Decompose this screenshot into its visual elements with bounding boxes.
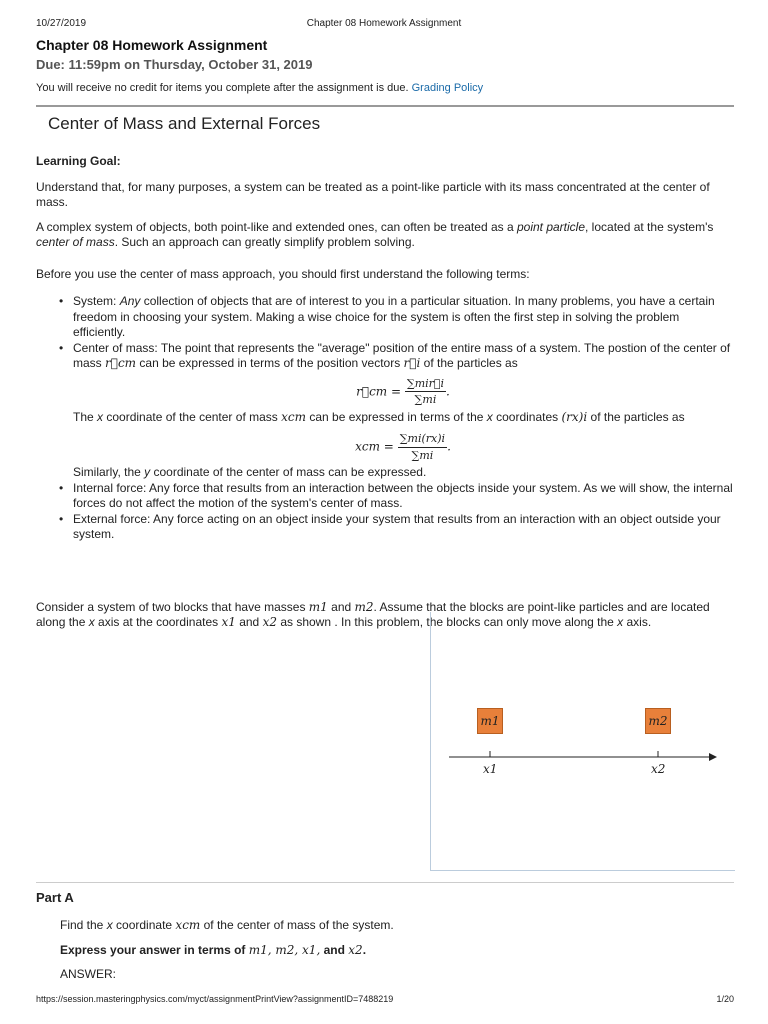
- page-number: 1/20: [716, 994, 734, 1004]
- part-a-instructions: Express your answer in terms of m1, m2, x1, and x2.: [60, 943, 367, 957]
- x-axis: [431, 612, 731, 812]
- term-external-force: • External force: Any force acting on an object inside your system that results from an interaction with an object outside your system.: [73, 512, 733, 543]
- formula-rcm: r⃗cm = $\frac{\text{∑mir⃗i}}{\sum mi}$ .: [356, 376, 450, 406]
- figure-panel: [430, 612, 735, 871]
- part-divider: [36, 882, 734, 883]
- terms-list: [36, 294, 733, 543]
- formula-xcm: xcm = $\frac{\sum mi(rx)i}{\sum mi}$ .: [355, 432, 451, 462]
- due-date: Due: 11:59pm on Thursday, October 31, 2019: [36, 57, 313, 72]
- term-system: • System: Any collection of objects that are of interest to you in a particular situation. In many problems, you have a certain freedom in choosing your system. Making a wise choice for the system is often the first step in solving the problem efficiently.: [73, 294, 733, 341]
- block-m2: m2: [645, 708, 671, 734]
- term-center-of-mass: • Center of mass: The point that represents the "average" position of the entire mass of a system. The postion of the center of mass r⃗cm can be expressed in terms of the position vectors r⃗i of the particles as r⃗cm = $\frac{\text{∑mir⃗i}}{\sum mi}$ . The x coordinate of the center of mass xcm can be expressed in terms of the x coordinates (rx)i of the particles as xcm = $\frac{\sum mi(rx)i}{\sum mi}$ . Similarly, the y coordinate of the center of mass can be expressed.: [73, 341, 733, 481]
- assignment-title: Chapter 08 Homework Assignment: [36, 37, 268, 53]
- part-a-label: Part A: [36, 890, 74, 905]
- print-date: 10/27/2019: [36, 18, 87, 29]
- term-internal-force: • Internal force: Any force that results from an interaction between the objects inside your system. As we will show, the internal forces do not affect the motion of the system's center of mass.: [73, 481, 733, 512]
- block-m1: m1: [477, 708, 503, 734]
- learning-goal-text: Understand that, for many purposes, a system can be treated as a point-like particle with its mass concentrated at the center of mass.: [36, 180, 710, 209]
- intro-paragraph: A complex system of objects, both point-like and extended ones, can often be treated as a point particle, located at the system's center of mass. Such an approach can greatly simplify problem solving.: [36, 220, 714, 249]
- problem-title: Center of Mass and External Forces: [48, 114, 321, 133]
- answer-label: ANSWER:: [60, 967, 117, 981]
- grading-policy-link[interactable]: Grading Policy: [411, 82, 484, 94]
- tick-x2-label: x2: [651, 762, 666, 776]
- consider-paragraph: Consider a system of two blocks that have masses m1 and m2. Assume that the blocks are point-like particles and are located along the x axis at the coordinates x1 and x2 as shown . In this problem, the blocks can only move along the x axis.: [36, 600, 710, 629]
- print-title: Chapter 08 Homework Assignment: [306, 18, 462, 29]
- part-a-question: Find the x coordinate xcm of the center of mass of the system.: [60, 918, 394, 932]
- credit-notice: You will receive no credit for items you complete after the assignment is due. Grading Policy: [36, 82, 484, 94]
- terms-intro: Before you use the center of mass approach, you should first understand the following terms:: [36, 267, 530, 281]
- divider: [36, 105, 734, 107]
- footer-url: https://session.masteringphysics.com/myct/assignmentPrintView?assignmentID=7488219: [36, 994, 394, 1004]
- tick-x1-label: x1: [483, 762, 498, 776]
- learning-goal-label: Learning Goal:: [36, 154, 121, 168]
